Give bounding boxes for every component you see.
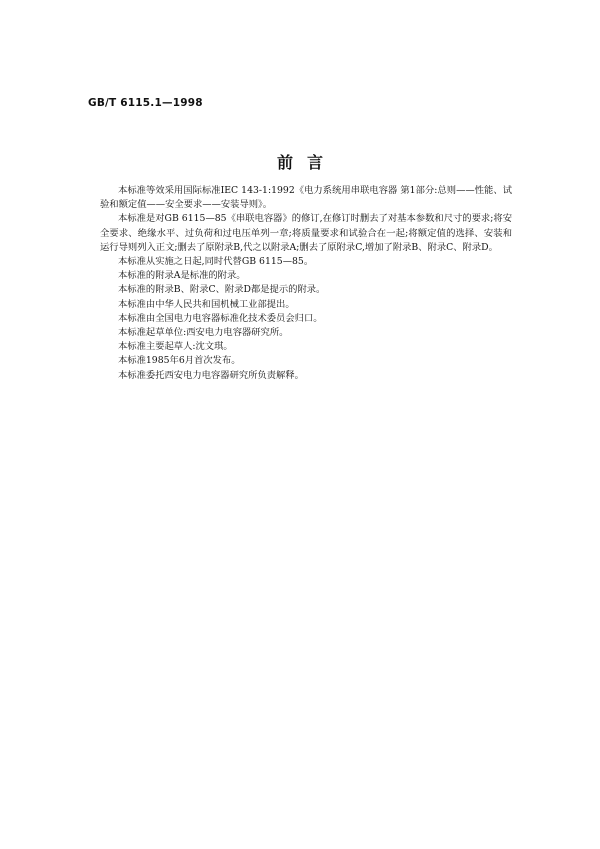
paragraph-drafting-unit: 本标准起草单位:西安电力电容器研究所。 [118, 327, 289, 339]
page-title: 前言 [276, 153, 337, 172]
paragraph-appendix-bcd: 本标准的附录B、附录C、附录D都是提示的附录。 [118, 284, 326, 296]
paragraph-committee: 本标准由全国电力电容器标准化技术委员会归口。 [118, 312, 323, 324]
paragraph-interpretation: 本标准委托西安电力电容器研究所负责解释。 [118, 369, 304, 381]
paragraph-adoption: 本标准等效采用国际标准IEC 143-1:1992《电力系统用串联电容器 第1部分:总则——性能、试验和额定值——安全要求——安装导则》。 [100, 185, 512, 211]
standard-code: GB/T 6115.1—1998 [88, 97, 203, 109]
paragraph-revision: 本标准是对GB 6115—85《串联电容器》的修订,在修订时删去了对基本参数和尺寸的要求;将安全要求、绝缘水平、过负荷和过电压单列一章;将质量要求和试验合在一起;将额定值的选择、安装和运行导则列入正文;删去了原附录B,代之以附录A;删去了原附录C,增加了附录B、附录C、附录D。 [100, 213, 512, 253]
foreword-body [100, 184, 512, 383]
paragraph-proposer: 本标准由中华人民共和国机械工业部提出。 [118, 298, 295, 310]
paragraph-first-issue: 本标准1985年6月首次发布。 [118, 355, 241, 367]
paragraph-replacement: 本标准从实施之日起,同时代替GB 6115—85。 [118, 256, 314, 268]
paragraph-drafter: 本标准主要起草人:沈文琪。 [118, 341, 233, 353]
paragraph-appendix-a: 本标准的附录A是标准的附录。 [118, 270, 246, 282]
